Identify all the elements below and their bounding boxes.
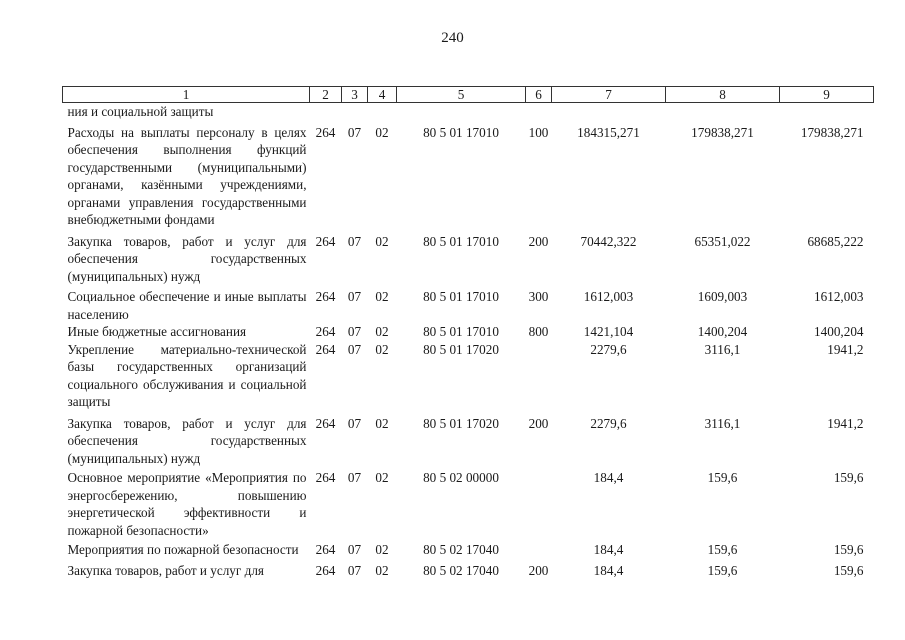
subdivision-code-cell: 02: [375, 542, 389, 557]
table-row: [63, 467, 874, 539]
section-code-cell: 264: [315, 542, 336, 557]
amount-col9-cell: 159,6: [833, 542, 864, 557]
section-code-cell: 264: [315, 470, 336, 485]
amount-col9-cell: [780, 103, 874, 121]
section-code-cell: 264: [315, 415, 336, 431]
target-article-cell: [397, 103, 526, 121]
division-code-cell: 07: [347, 341, 362, 357]
subdivision-code-cell: [368, 103, 397, 121]
expense-type-cell: [526, 539, 552, 559]
row-name-cell: Мероприятия по пожарной безопасности: [67, 542, 299, 557]
target-article-cell: 80 5 01 17010: [423, 289, 499, 304]
column-header-5: 5: [397, 87, 526, 103]
table-row: [63, 103, 874, 121]
section-code-cell: 264: [315, 233, 336, 249]
section-code-cell: 264: [315, 341, 336, 357]
column-header-9: 9: [780, 87, 874, 103]
subdivision-code-cell: 02: [375, 289, 389, 304]
division-code-cell: 07: [347, 233, 362, 249]
division-code-cell: 07: [347, 562, 362, 578]
expense-type-cell: [526, 103, 552, 121]
amount-col8-cell: 65351,022: [694, 233, 751, 249]
amount-col9-cell: 1941,2: [827, 341, 864, 357]
expense-type-cell: 200: [528, 415, 549, 431]
subdivision-code-cell: 02: [375, 415, 389, 431]
target-article-cell: 80 5 02 17040: [423, 542, 499, 557]
amount-col7-cell: [552, 103, 666, 121]
subdivision-code-cell: 02: [375, 124, 389, 140]
expense-type-cell: [526, 341, 552, 411]
section-code-cell: [310, 103, 342, 121]
table-row: [63, 341, 874, 411]
expense-type-cell: [526, 467, 552, 539]
amount-col7-cell: 184315,271: [577, 124, 640, 140]
row-name-cell: Закупка товаров, работ и услуг для обеспечения государственных (муниципальных) нужд: [67, 415, 307, 466]
section-code-cell: 264: [315, 124, 336, 140]
table-row: [63, 121, 874, 229]
table-body: [63, 103, 874, 580]
budget-table: [62, 86, 874, 579]
amount-col9-cell: 159,6: [833, 562, 864, 578]
table-row: [63, 229, 874, 286]
row-name-cell: ния и социальной защиты: [67, 104, 214, 119]
division-code-cell: 07: [347, 124, 362, 140]
row-name-cell: Расходы на выплаты персоналу в целях обеспечения выполнения функций государственными (муниципальными) органами, казёнными учреждениями, органами управления государственными внебюджетными фондами: [67, 124, 307, 227]
header-row: [63, 87, 874, 103]
column-header-3: 3: [342, 87, 368, 103]
amount-col9-cell: 68685,222: [807, 233, 864, 249]
amount-col8-cell: 3116,1: [704, 415, 741, 431]
amount-col7-cell: 184,4: [593, 470, 624, 485]
subdivision-code-cell: 02: [375, 233, 389, 249]
target-article-cell: 80 5 01 17010: [423, 124, 499, 140]
amount-col9-cell: 1612,003: [814, 289, 864, 304]
column-header-6: 6: [526, 87, 552, 103]
subdivision-code-cell: 02: [375, 470, 389, 485]
section-code-cell: 264: [315, 289, 336, 304]
amount-col7-cell: 2279,6: [590, 415, 627, 431]
table-row: [63, 411, 874, 468]
expense-type-cell: 200: [528, 233, 549, 249]
target-article-cell: 80 5 02 00000: [423, 470, 499, 485]
expense-type-cell: 100: [528, 124, 549, 140]
division-code-cell: 07: [347, 415, 362, 431]
row-name-cell: Социальное обеспечение и иные выплаты населению: [67, 289, 307, 322]
column-header-8: 8: [666, 87, 780, 103]
row-name-cell: Закупка товаров, работ и услуг для обеспечения государственных (муниципальных) нужд: [67, 233, 307, 284]
amount-col7-cell: 184,4: [593, 562, 624, 578]
target-article-cell: 80 5 01 17010: [423, 233, 499, 249]
division-code-cell: 07: [347, 470, 362, 485]
target-article-cell: 80 5 01 17020: [423, 415, 499, 431]
row-name-cell: Иные бюджетные ассигнования: [67, 324, 247, 339]
row-name-cell: Основное мероприятие «Мероприятия по энергосбережению, повышению энергетической эффективности и пожарной безопасности»: [67, 470, 307, 538]
table-row: [63, 539, 874, 559]
target-article-cell: 80 5 01 17020: [423, 341, 499, 357]
division-code-cell: 07: [347, 289, 362, 304]
amount-col9-cell: 1941,2: [827, 415, 864, 431]
division-code-cell: 07: [347, 324, 362, 339]
page-number: 240: [441, 30, 464, 46]
row-name-cell: Укрепление материально-технической базы государственных организаций социального обслуживания и социальной защиты: [67, 341, 307, 409]
amount-col8-cell: 159,6: [707, 542, 738, 557]
amount-col8-cell: 179838,271: [691, 124, 754, 140]
amount-col8-cell: 159,6: [707, 562, 738, 578]
column-header-1: 1: [63, 87, 310, 103]
amount-col7-cell: 184,4: [593, 542, 624, 557]
table-row: [63, 559, 874, 580]
amount-col9-cell: 159,6: [833, 470, 864, 485]
column-header-2: 2: [310, 87, 342, 103]
amount-col8-cell: 3116,1: [704, 341, 741, 357]
subdivision-code-cell: 02: [375, 324, 389, 339]
column-header-4: 4: [368, 87, 397, 103]
amount-col9-cell: 1400,204: [814, 324, 864, 339]
table-row: [63, 285, 874, 323]
subdivision-code-cell: 02: [375, 341, 389, 357]
section-code-cell: 264: [315, 324, 336, 339]
amount-col8-cell: 159,6: [707, 470, 738, 485]
target-article-cell: 80 5 02 17040: [423, 562, 499, 578]
expense-type-cell: 300: [528, 289, 549, 304]
amount-col7-cell: 1612,003: [583, 289, 634, 304]
table-header: [63, 87, 874, 103]
division-code-cell: 07: [347, 542, 362, 557]
amount-col9-cell: 179838,271: [800, 124, 864, 140]
amount-col8-cell: 1609,003: [697, 289, 748, 304]
division-code-cell: [342, 103, 368, 121]
table-row: [63, 323, 874, 341]
section-code-cell: 264: [315, 562, 336, 578]
row-name-cell: Закупка товаров, работ и услуг для: [67, 562, 264, 578]
amount-col8-cell: [666, 103, 780, 121]
expense-type-cell: 800: [528, 324, 549, 339]
target-article-cell: 80 5 01 17010: [423, 324, 499, 339]
amount-col7-cell: 70442,322: [580, 233, 637, 249]
column-header-7: 7: [552, 87, 666, 103]
subdivision-code-cell: 02: [375, 562, 389, 578]
amount-col7-cell: 1421,104: [583, 324, 634, 339]
expense-type-cell: 200: [528, 562, 549, 578]
amount-col7-cell: 2279,6: [590, 341, 627, 357]
amount-col8-cell: 1400,204: [697, 324, 748, 339]
